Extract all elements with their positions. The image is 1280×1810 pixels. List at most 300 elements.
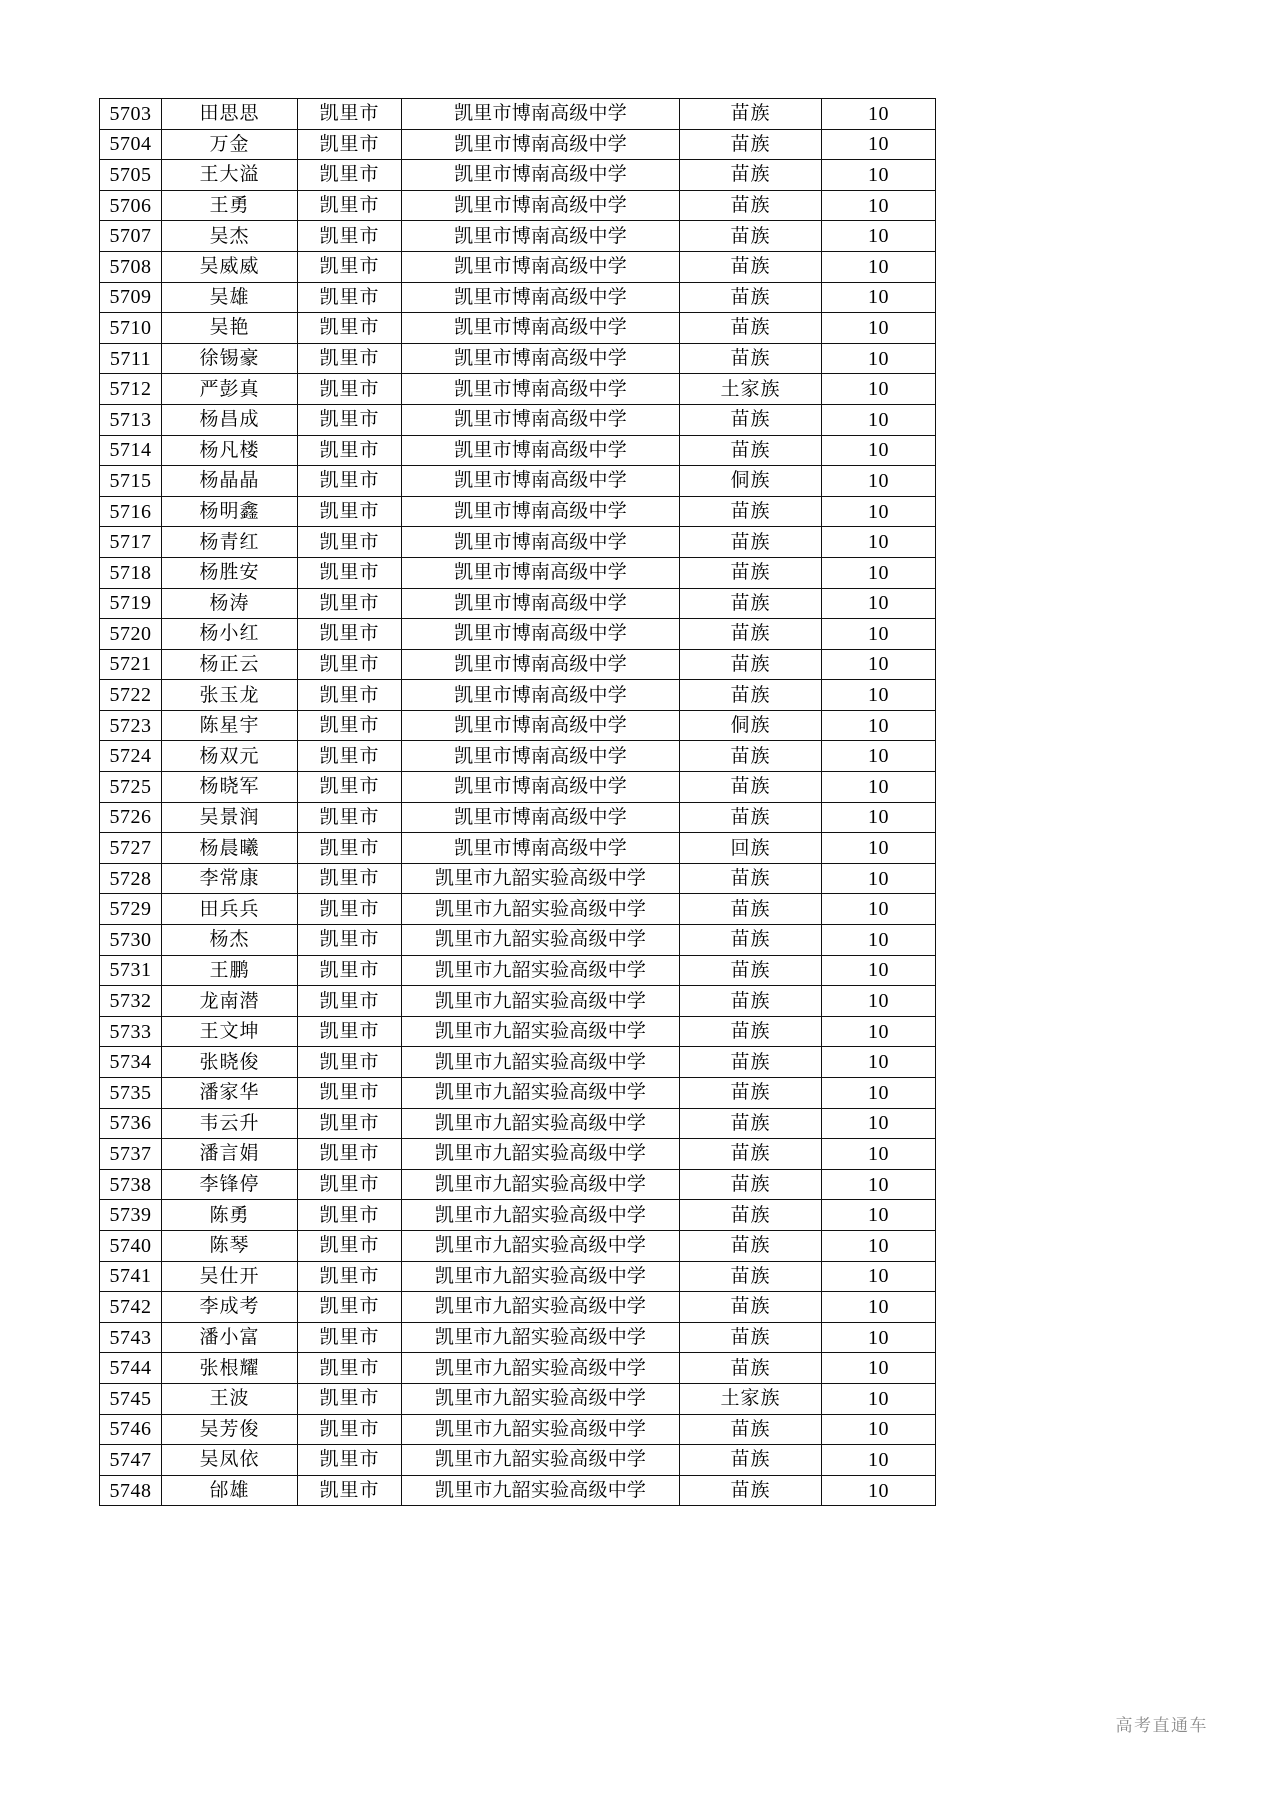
cell-ethnicity: 苗族 (680, 496, 822, 527)
table-row (100, 1047, 936, 1078)
cell-sequence-number: 5739 (100, 1200, 162, 1231)
table-row (100, 251, 936, 282)
cell-student-name: 杨杰 (162, 925, 298, 956)
cell-city: 凯里市 (298, 1200, 402, 1231)
cell-city: 凯里市 (298, 619, 402, 650)
cell-bonus-points: 10 (822, 1383, 936, 1414)
cell-bonus-points: 10 (822, 955, 936, 986)
table-row (100, 435, 936, 466)
cell-student-name: 王波 (162, 1383, 298, 1414)
cell-ethnicity: 土家族 (680, 374, 822, 405)
cell-sequence-number: 5725 (100, 772, 162, 803)
cell-ethnicity: 苗族 (680, 1139, 822, 1170)
cell-student-name: 杨昌成 (162, 404, 298, 435)
cell-student-name: 严彭真 (162, 374, 298, 405)
cell-school: 凯里市博南高级中学 (402, 588, 680, 619)
cell-school: 凯里市博南高级中学 (402, 802, 680, 833)
cell-sequence-number: 5714 (100, 435, 162, 466)
cell-student-name: 吴雄 (162, 282, 298, 313)
table-row (100, 343, 936, 374)
table-row (100, 986, 936, 1017)
cell-school: 凯里市九韶实验高级中学 (402, 1108, 680, 1139)
cell-ethnicity: 苗族 (680, 1169, 822, 1200)
cell-city: 凯里市 (298, 221, 402, 252)
cell-ethnicity: 苗族 (680, 894, 822, 925)
cell-student-name: 吴艳 (162, 313, 298, 344)
cell-ethnicity: 苗族 (680, 986, 822, 1017)
watermark-label: 高考直通车 (1115, 1716, 1208, 1736)
cell-school: 凯里市九韶实验高级中学 (402, 1230, 680, 1261)
cell-city: 凯里市 (298, 313, 402, 344)
cell-bonus-points: 10 (822, 1169, 936, 1200)
cell-sequence-number: 5728 (100, 863, 162, 894)
cell-sequence-number: 5720 (100, 619, 162, 650)
cell-student-name: 万金 (162, 129, 298, 160)
cell-school: 凯里市九韶实验高级中学 (402, 1292, 680, 1323)
cell-school: 凯里市博南高级中学 (402, 313, 680, 344)
table-row (100, 374, 936, 405)
cell-city: 凯里市 (298, 1353, 402, 1384)
table-row (100, 1292, 936, 1323)
cell-sequence-number: 5740 (100, 1230, 162, 1261)
cell-student-name: 王勇 (162, 190, 298, 221)
cell-sequence-number: 5737 (100, 1139, 162, 1170)
cell-ethnicity: 苗族 (680, 588, 822, 619)
cell-sequence-number: 5721 (100, 649, 162, 680)
table-row (100, 1078, 936, 1109)
cell-school: 凯里市博南高级中学 (402, 649, 680, 680)
cell-ethnicity: 土家族 (680, 1383, 822, 1414)
cell-school: 凯里市博南高级中学 (402, 221, 680, 252)
table-row (100, 1108, 936, 1139)
cell-ethnicity: 苗族 (680, 527, 822, 558)
cell-student-name: 张晓俊 (162, 1047, 298, 1078)
cell-sequence-number: 5727 (100, 833, 162, 864)
cell-city: 凯里市 (298, 1169, 402, 1200)
cell-school: 凯里市九韶实验高级中学 (402, 986, 680, 1017)
cell-sequence-number: 5724 (100, 741, 162, 772)
cell-city: 凯里市 (298, 1292, 402, 1323)
cell-school: 凯里市博南高级中学 (402, 282, 680, 313)
cell-school: 凯里市博南高级中学 (402, 99, 680, 130)
cell-sequence-number: 5733 (100, 1016, 162, 1047)
cell-school: 凯里市九韶实验高级中学 (402, 1139, 680, 1170)
cell-student-name: 龙南潜 (162, 986, 298, 1017)
cell-student-name: 陈琴 (162, 1230, 298, 1261)
table-row (100, 1475, 936, 1506)
cell-bonus-points: 10 (822, 833, 936, 864)
cell-student-name: 李成考 (162, 1292, 298, 1323)
table-row (100, 282, 936, 313)
cell-city: 凯里市 (298, 1383, 402, 1414)
cell-student-name: 吴威威 (162, 251, 298, 282)
cell-school: 凯里市九韶实验高级中学 (402, 1047, 680, 1078)
cell-bonus-points: 10 (822, 1292, 936, 1323)
cell-city: 凯里市 (298, 1016, 402, 1047)
cell-ethnicity: 苗族 (680, 404, 822, 435)
cell-sequence-number: 5742 (100, 1292, 162, 1323)
cell-ethnicity: 侗族 (680, 710, 822, 741)
cell-sequence-number: 5729 (100, 894, 162, 925)
table-row (100, 833, 936, 864)
cell-city: 凯里市 (298, 925, 402, 956)
cell-student-name: 王大溢 (162, 160, 298, 191)
cell-sequence-number: 5705 (100, 160, 162, 191)
cell-city: 凯里市 (298, 557, 402, 588)
cell-ethnicity: 回族 (680, 833, 822, 864)
cell-student-name: 杨明鑫 (162, 496, 298, 527)
cell-student-name: 杨晨曦 (162, 833, 298, 864)
cell-sequence-number: 5735 (100, 1078, 162, 1109)
cell-bonus-points: 10 (822, 1016, 936, 1047)
cell-city: 凯里市 (298, 1139, 402, 1170)
cell-city: 凯里市 (298, 1078, 402, 1109)
cell-bonus-points: 10 (822, 588, 936, 619)
cell-school: 凯里市博南高级中学 (402, 619, 680, 650)
cell-sequence-number: 5736 (100, 1108, 162, 1139)
cell-student-name: 吴芳俊 (162, 1414, 298, 1445)
cell-sequence-number: 5744 (100, 1353, 162, 1384)
cell-bonus-points: 10 (822, 557, 936, 588)
cell-city: 凯里市 (298, 343, 402, 374)
cell-ethnicity: 苗族 (680, 680, 822, 711)
cell-student-name: 陈星宇 (162, 710, 298, 741)
cell-bonus-points: 10 (822, 190, 936, 221)
cell-student-name: 田兵兵 (162, 894, 298, 925)
table-row (100, 557, 936, 588)
cell-city: 凯里市 (298, 374, 402, 405)
cell-bonus-points: 10 (822, 649, 936, 680)
cell-student-name: 杨凡楼 (162, 435, 298, 466)
cell-ethnicity: 苗族 (680, 190, 822, 221)
cell-ethnicity: 苗族 (680, 313, 822, 344)
cell-sequence-number: 5715 (100, 466, 162, 497)
cell-bonus-points: 10 (822, 404, 936, 435)
cell-bonus-points: 10 (822, 374, 936, 405)
cell-school: 凯里市九韶实验高级中学 (402, 1414, 680, 1445)
cell-ethnicity: 苗族 (680, 1322, 822, 1353)
cell-student-name: 杨双元 (162, 741, 298, 772)
cell-city: 凯里市 (298, 404, 402, 435)
cell-ethnicity: 苗族 (680, 955, 822, 986)
cell-bonus-points: 10 (822, 619, 936, 650)
cell-city: 凯里市 (298, 986, 402, 1017)
cell-student-name: 徐锡豪 (162, 343, 298, 374)
cell-student-name: 韦云升 (162, 1108, 298, 1139)
cell-ethnicity: 苗族 (680, 1261, 822, 1292)
cell-ethnicity: 苗族 (680, 1108, 822, 1139)
table-row (100, 772, 936, 803)
cell-student-name: 吴景润 (162, 802, 298, 833)
cell-ethnicity: 苗族 (680, 251, 822, 282)
cell-ethnicity: 苗族 (680, 1047, 822, 1078)
cell-bonus-points: 10 (822, 802, 936, 833)
cell-sequence-number: 5717 (100, 527, 162, 558)
cell-city: 凯里市 (298, 1047, 402, 1078)
cell-city: 凯里市 (298, 466, 402, 497)
cell-city: 凯里市 (298, 496, 402, 527)
cell-ethnicity: 侗族 (680, 466, 822, 497)
cell-city: 凯里市 (298, 527, 402, 558)
cell-sequence-number: 5743 (100, 1322, 162, 1353)
cell-student-name: 杨小红 (162, 619, 298, 650)
cell-school: 凯里市博南高级中学 (402, 251, 680, 282)
cell-sequence-number: 5703 (100, 99, 162, 130)
cell-bonus-points: 10 (822, 1353, 936, 1384)
cell-bonus-points: 10 (822, 772, 936, 803)
cell-school: 凯里市博南高级中学 (402, 680, 680, 711)
cell-bonus-points: 10 (822, 710, 936, 741)
cell-city: 凯里市 (298, 649, 402, 680)
cell-school: 凯里市博南高级中学 (402, 190, 680, 221)
cell-bonus-points: 10 (822, 863, 936, 894)
cell-school: 凯里市博南高级中学 (402, 833, 680, 864)
cell-bonus-points: 10 (822, 313, 936, 344)
table-row (100, 527, 936, 558)
cell-bonus-points: 10 (822, 282, 936, 313)
cell-school: 凯里市博南高级中学 (402, 527, 680, 558)
cell-ethnicity: 苗族 (680, 129, 822, 160)
cell-student-name: 张玉龙 (162, 680, 298, 711)
cell-student-name: 吴凤依 (162, 1445, 298, 1476)
table-row (100, 680, 936, 711)
cell-bonus-points: 10 (822, 1322, 936, 1353)
cell-school: 凯里市九韶实验高级中学 (402, 1383, 680, 1414)
cell-sequence-number: 5710 (100, 313, 162, 344)
table-row (100, 1016, 936, 1047)
cell-city: 凯里市 (298, 435, 402, 466)
cell-school: 凯里市九韶实验高级中学 (402, 894, 680, 925)
cell-ethnicity: 苗族 (680, 619, 822, 650)
cell-school: 凯里市博南高级中学 (402, 160, 680, 191)
cell-student-name: 潘家华 (162, 1078, 298, 1109)
cell-ethnicity: 苗族 (680, 802, 822, 833)
table-row (100, 129, 936, 160)
cell-student-name: 张根耀 (162, 1353, 298, 1384)
cell-sequence-number: 5732 (100, 986, 162, 1017)
table-row (100, 710, 936, 741)
cell-school: 凯里市博南高级中学 (402, 496, 680, 527)
cell-school: 凯里市博南高级中学 (402, 435, 680, 466)
cell-student-name: 吴杰 (162, 221, 298, 252)
cell-sequence-number: 5738 (100, 1169, 162, 1200)
cell-student-name: 田思思 (162, 99, 298, 130)
cell-ethnicity: 苗族 (680, 557, 822, 588)
cell-city: 凯里市 (298, 190, 402, 221)
cell-ethnicity: 苗族 (680, 863, 822, 894)
table-row (100, 741, 936, 772)
roster-table-body (100, 99, 936, 1506)
cell-school: 凯里市九韶实验高级中学 (402, 1078, 680, 1109)
cell-school: 凯里市九韶实验高级中学 (402, 925, 680, 956)
cell-city: 凯里市 (298, 1261, 402, 1292)
cell-school: 凯里市九韶实验高级中学 (402, 1322, 680, 1353)
cell-ethnicity: 苗族 (680, 435, 822, 466)
cell-ethnicity: 苗族 (680, 1353, 822, 1384)
cell-student-name: 王鹏 (162, 955, 298, 986)
cell-sequence-number: 5747 (100, 1445, 162, 1476)
cell-ethnicity: 苗族 (680, 1414, 822, 1445)
cell-school: 凯里市博南高级中学 (402, 374, 680, 405)
cell-school: 凯里市九韶实验高级中学 (402, 1475, 680, 1506)
cell-ethnicity: 苗族 (680, 649, 822, 680)
cell-bonus-points: 10 (822, 925, 936, 956)
cell-student-name: 杨涛 (162, 588, 298, 619)
cell-city: 凯里市 (298, 1322, 402, 1353)
cell-city: 凯里市 (298, 251, 402, 282)
cell-student-name: 陈勇 (162, 1200, 298, 1231)
cell-bonus-points: 10 (822, 496, 936, 527)
cell-sequence-number: 5745 (100, 1383, 162, 1414)
cell-city: 凯里市 (298, 1108, 402, 1139)
cell-ethnicity: 苗族 (680, 343, 822, 374)
table-row (100, 466, 936, 497)
cell-school: 凯里市博南高级中学 (402, 466, 680, 497)
cell-bonus-points: 10 (822, 1261, 936, 1292)
cell-city: 凯里市 (298, 1475, 402, 1506)
cell-ethnicity: 苗族 (680, 741, 822, 772)
cell-city: 凯里市 (298, 99, 402, 130)
cell-school: 凯里市九韶实验高级中学 (402, 1200, 680, 1231)
cell-ethnicity: 苗族 (680, 99, 822, 130)
cell-sequence-number: 5726 (100, 802, 162, 833)
cell-school: 凯里市博南高级中学 (402, 557, 680, 588)
cell-bonus-points: 10 (822, 1139, 936, 1170)
cell-bonus-points: 10 (822, 1108, 936, 1139)
table-row (100, 955, 936, 986)
cell-city: 凯里市 (298, 1445, 402, 1476)
cell-sequence-number: 5722 (100, 680, 162, 711)
cell-city: 凯里市 (298, 710, 402, 741)
cell-sequence-number: 5708 (100, 251, 162, 282)
table-row (100, 1200, 936, 1231)
cell-school: 凯里市九韶实验高级中学 (402, 1353, 680, 1384)
cell-city: 凯里市 (298, 1230, 402, 1261)
table-row (100, 1169, 936, 1200)
cell-sequence-number: 5748 (100, 1475, 162, 1506)
cell-school: 凯里市博南高级中学 (402, 741, 680, 772)
cell-city: 凯里市 (298, 741, 402, 772)
cell-bonus-points: 10 (822, 435, 936, 466)
table-row (100, 1353, 936, 1384)
cell-city: 凯里市 (298, 588, 402, 619)
cell-bonus-points: 10 (822, 1047, 936, 1078)
cell-student-name: 潘小富 (162, 1322, 298, 1353)
table-row (100, 588, 936, 619)
cell-ethnicity: 苗族 (680, 282, 822, 313)
cell-school: 凯里市九韶实验高级中学 (402, 1016, 680, 1047)
table-row (100, 496, 936, 527)
roster-table-container (99, 98, 935, 1506)
cell-bonus-points: 10 (822, 1445, 936, 1476)
table-row (100, 1230, 936, 1261)
cell-bonus-points: 10 (822, 99, 936, 130)
cell-bonus-points: 10 (822, 129, 936, 160)
cell-student-name: 杨晓军 (162, 772, 298, 803)
cell-sequence-number: 5723 (100, 710, 162, 741)
cell-ethnicity: 苗族 (680, 1230, 822, 1261)
table-row (100, 221, 936, 252)
cell-school: 凯里市九韶实验高级中学 (402, 863, 680, 894)
cell-bonus-points: 10 (822, 894, 936, 925)
cell-bonus-points: 10 (822, 1414, 936, 1445)
table-row (100, 1414, 936, 1445)
cell-school: 凯里市博南高级中学 (402, 343, 680, 374)
cell-sequence-number: 5711 (100, 343, 162, 374)
cell-ethnicity: 苗族 (680, 1078, 822, 1109)
cell-ethnicity: 苗族 (680, 1292, 822, 1323)
table-row (100, 1322, 936, 1353)
cell-sequence-number: 5718 (100, 557, 162, 588)
cell-sequence-number: 5734 (100, 1047, 162, 1078)
cell-city: 凯里市 (298, 955, 402, 986)
cell-ethnicity: 苗族 (680, 221, 822, 252)
cell-sequence-number: 5709 (100, 282, 162, 313)
cell-student-name: 杨晶晶 (162, 466, 298, 497)
table-row (100, 925, 936, 956)
cell-student-name: 杨胜安 (162, 557, 298, 588)
cell-bonus-points: 10 (822, 527, 936, 558)
cell-bonus-points: 10 (822, 741, 936, 772)
cell-student-name: 李常康 (162, 863, 298, 894)
table-row (100, 649, 936, 680)
table-row (100, 99, 936, 130)
cell-sequence-number: 5719 (100, 588, 162, 619)
cell-ethnicity: 苗族 (680, 1475, 822, 1506)
cell-city: 凯里市 (298, 833, 402, 864)
cell-bonus-points: 10 (822, 466, 936, 497)
cell-bonus-points: 10 (822, 1230, 936, 1261)
cell-student-name: 王文坤 (162, 1016, 298, 1047)
table-row (100, 802, 936, 833)
cell-sequence-number: 5706 (100, 190, 162, 221)
cell-sequence-number: 5716 (100, 496, 162, 527)
table-row (100, 313, 936, 344)
cell-school: 凯里市九韶实验高级中学 (402, 1261, 680, 1292)
cell-school: 凯里市九韶实验高级中学 (402, 1169, 680, 1200)
cell-ethnicity: 苗族 (680, 1445, 822, 1476)
table-row (100, 894, 936, 925)
cell-bonus-points: 10 (822, 1078, 936, 1109)
cell-student-name: 邰雄 (162, 1475, 298, 1506)
cell-bonus-points: 10 (822, 680, 936, 711)
cell-student-name: 杨青红 (162, 527, 298, 558)
cell-sequence-number: 5713 (100, 404, 162, 435)
cell-bonus-points: 10 (822, 221, 936, 252)
table-row (100, 190, 936, 221)
cell-ethnicity: 苗族 (680, 925, 822, 956)
table-row (100, 160, 936, 191)
table-row (100, 404, 936, 435)
cell-sequence-number: 5741 (100, 1261, 162, 1292)
cell-sequence-number: 5712 (100, 374, 162, 405)
cell-city: 凯里市 (298, 160, 402, 191)
table-row (100, 1445, 936, 1476)
cell-ethnicity: 苗族 (680, 1200, 822, 1231)
cell-bonus-points: 10 (822, 343, 936, 374)
cell-city: 凯里市 (298, 129, 402, 160)
cell-student-name: 潘言娟 (162, 1139, 298, 1170)
cell-city: 凯里市 (298, 863, 402, 894)
cell-sequence-number: 5707 (100, 221, 162, 252)
cell-sequence-number: 5704 (100, 129, 162, 160)
cell-sequence-number: 5746 (100, 1414, 162, 1445)
cell-school: 凯里市九韶实验高级中学 (402, 1445, 680, 1476)
cell-school: 凯里市博南高级中学 (402, 129, 680, 160)
table-row (100, 863, 936, 894)
cell-city: 凯里市 (298, 282, 402, 313)
cell-ethnicity: 苗族 (680, 1016, 822, 1047)
